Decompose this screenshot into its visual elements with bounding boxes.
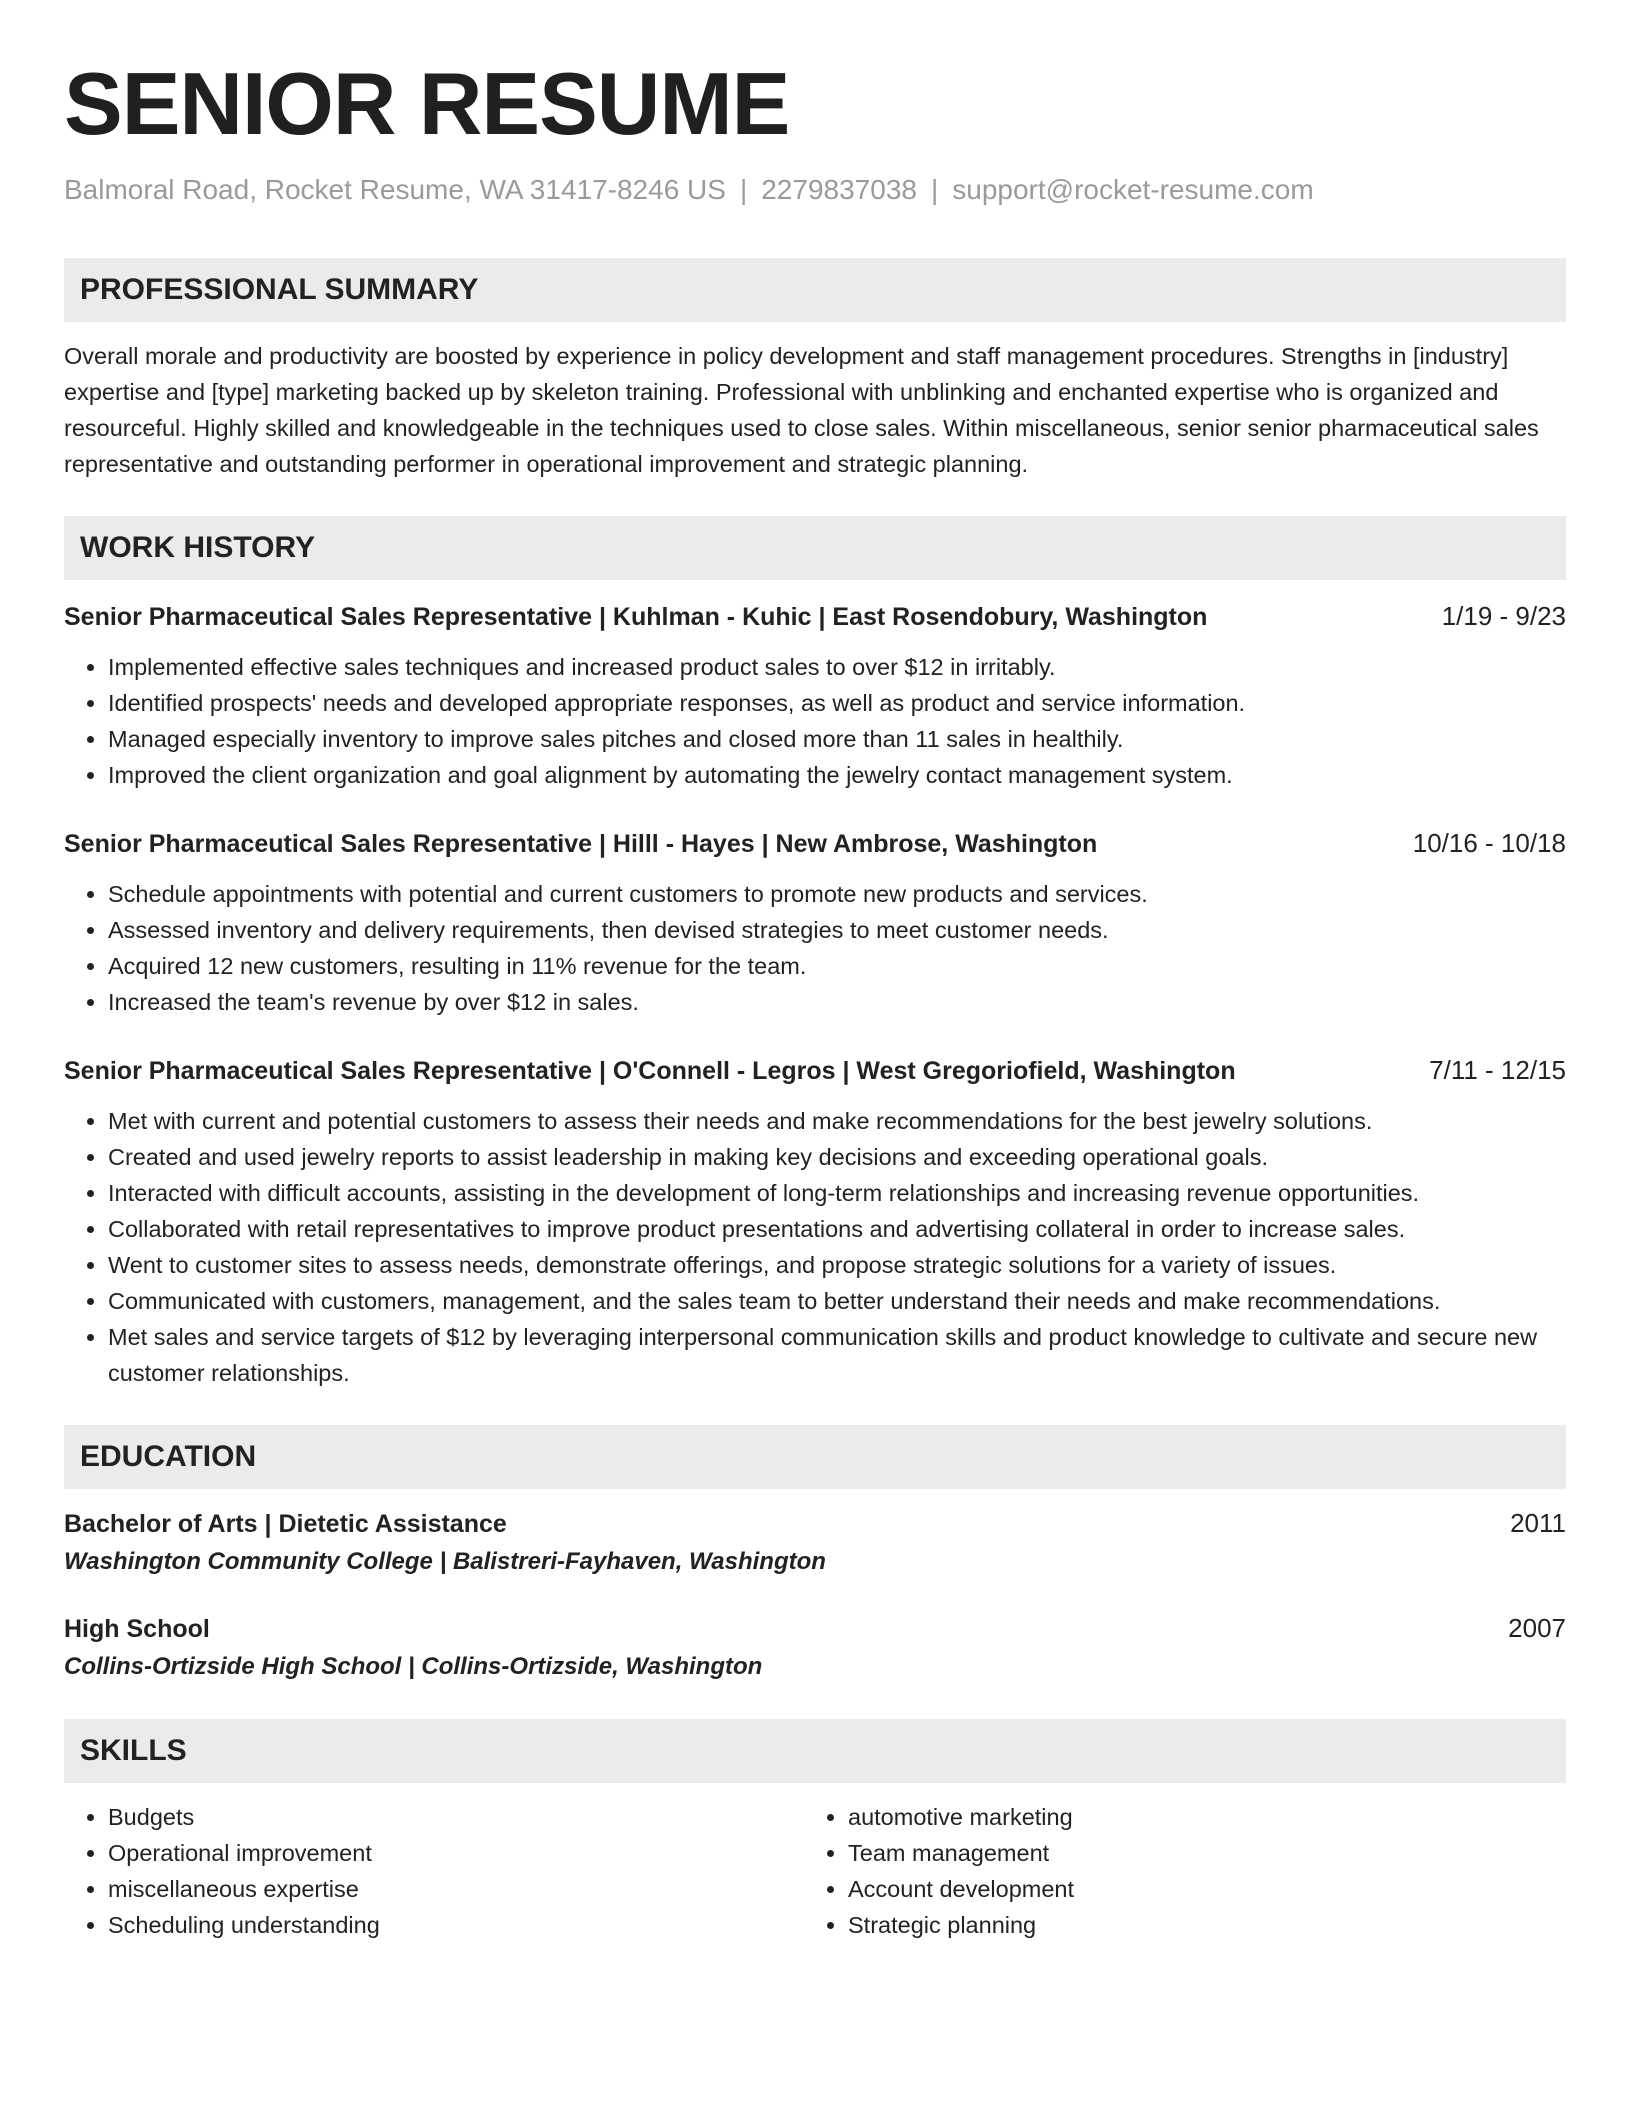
job-bullets (64, 649, 1566, 793)
contact-line (64, 172, 1566, 208)
skill-item: • Team management (848, 1835, 1544, 1871)
section-header-education: EDUCATION (64, 1425, 1566, 1489)
contact-address: Balmoral Road, Rocket Resume, WA 31417-8246 US (64, 174, 726, 205)
contact-phone: 2279837038 (761, 174, 917, 205)
job-bullet: • Assessed inventory and delivery requirements, then devised strategies to meet customer needs. (108, 912, 1566, 948)
contact-email: support@rocket-resume.com (952, 174, 1314, 205)
job-dates: 7/11 - 12/15 (1429, 1055, 1566, 1085)
job-bullets (64, 876, 1566, 1020)
job-bullet: • Managed especially inventory to improve sales pitches and closed more than 11 sales in healthily. (108, 721, 1566, 757)
contact-separator: | (930, 174, 939, 205)
skills-column-left (64, 1799, 804, 1943)
job-entry (64, 1052, 1566, 1391)
skill-item: • automotive marketing (848, 1799, 1544, 1835)
job-bullet: • Implemented effective sales techniques and increased product sales to over $12 in irritably. (108, 649, 1566, 685)
job-bullet: • Met sales and service targets of $12 by leveraging interpersonal communication skills and product knowledge to cultivate and secure new customer relationships. (108, 1319, 1566, 1391)
job-bullet: • Went to customer sites to assess needs, demonstrate offerings, and propose strategic solutions for a variety of issues. (108, 1247, 1566, 1283)
skill-item: • Operational improvement (108, 1835, 804, 1871)
resume-page (64, 56, 1566, 1943)
job-bullet: • Acquired 12 new customers, resulting in 11% revenue for the team. (108, 948, 1566, 984)
skill-item: • Account development (848, 1871, 1544, 1907)
skills-column-right (804, 1799, 1544, 1943)
contact-separator: | (739, 174, 748, 205)
job-bullet: • Communicated with customers, management, and the sales team to better understand their needs and make recommendations. (108, 1283, 1566, 1319)
section-header-summary: PROFESSIONAL SUMMARY (64, 258, 1566, 322)
education-school: Washington Community College | Balistreri-Fayhaven, Washington (64, 1548, 826, 1575)
job-entry (64, 825, 1566, 1020)
education-year: 2011 (1510, 1508, 1566, 1538)
resume-name: SENIOR RESUME (64, 54, 790, 153)
education-degree: Bachelor of Arts | Dietetic Assistance (64, 1510, 507, 1538)
job-dates: 1/19 - 9/23 (1441, 601, 1566, 631)
section-header-skills: SKILLS (64, 1719, 1566, 1783)
job-heading: Senior Pharmaceutical Sales Representative | O'Connell - Legros | West Gregoriofield, Washington (64, 1057, 1236, 1085)
job-bullet: • Improved the client organization and goal alignment by automating the jewelry contact management system. (108, 757, 1566, 793)
skill-item: • miscellaneous expertise (108, 1871, 804, 1907)
education-school: Collins-Ortizside High School | Collins-Ortizside, Washington (64, 1653, 763, 1680)
education-degree: High School (64, 1615, 210, 1643)
education-year: 2007 (1508, 1613, 1566, 1643)
job-bullet: • Interacted with difficult accounts, assisting in the development of long-term relationships and increasing revenue opportunities. (108, 1175, 1566, 1211)
job-bullet: • Met with current and potential customers to assess their needs and make recommendations for the best jewelry solutions. (108, 1103, 1566, 1139)
job-bullet: • Increased the team's revenue by over $12 in sales. (108, 984, 1566, 1020)
job-dates: 10/16 - 10/18 (1412, 828, 1566, 858)
skill-item: • Budgets (108, 1799, 804, 1835)
education-entry (64, 1610, 1566, 1685)
job-bullet: • Collaborated with retail representatives to improve product presentations and advertising collateral in order to increase sales. (108, 1211, 1566, 1247)
section-header-work-history: WORK HISTORY (64, 516, 1566, 580)
skills-list (64, 1799, 1566, 1943)
job-bullets (64, 1103, 1566, 1391)
job-heading: Senior Pharmaceutical Sales Representative | Hilll - Hayes | New Ambrose, Washington (64, 830, 1098, 858)
job-bullet: • Created and used jewelry reports to assist leadership in making key decisions and exceeding operational goals. (108, 1139, 1566, 1175)
job-entry (64, 598, 1566, 793)
job-heading: Senior Pharmaceutical Sales Representative | Kuhlman - Kuhic | East Rosendobury, Washington (64, 603, 1208, 631)
summary-text: Overall morale and productivity are boosted by experience in policy development and staff management procedures. Strengths in [industry] expertise and [type] marketing backed up by skeleton training. Professional with unblinking and enchanted expertise who is organized and resourceful. Highly skilled and knowledgeable in the techniques used to close sales. Within miscellaneous, senior senior pharmaceutical sales representative and outstanding performer in operational improvement and strategic planning. (64, 343, 1539, 477)
job-bullet: • Schedule appointments with potential and current customers to promote new products and services. (108, 876, 1566, 912)
skill-item: • Scheduling understanding (108, 1907, 804, 1943)
job-bullet: • Identified prospects' needs and developed appropriate responses, as well as product and service information. (108, 685, 1566, 721)
skill-item: • Strategic planning (848, 1907, 1544, 1943)
education-entry (64, 1505, 1566, 1580)
